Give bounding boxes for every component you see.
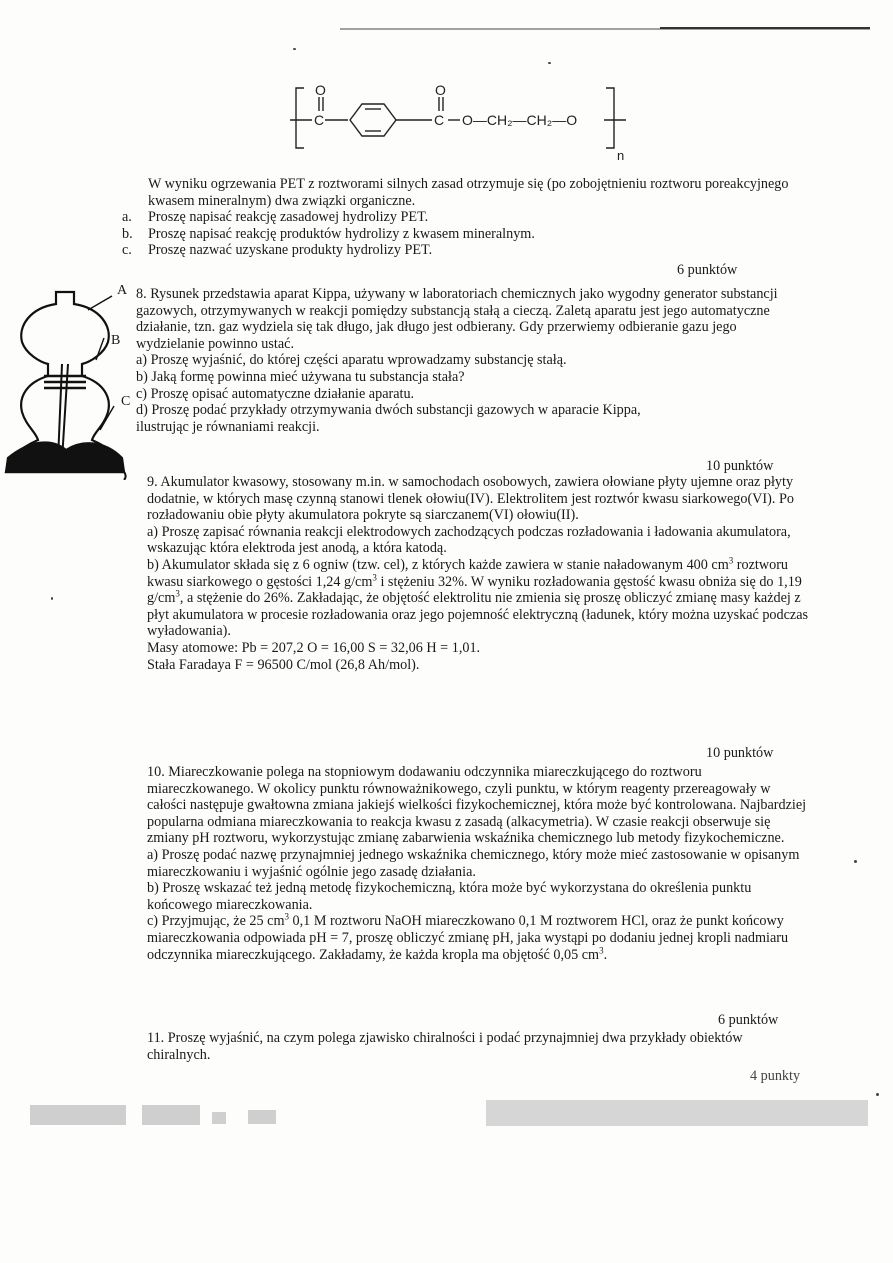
q8-paragraph: 8. Rysunek przedstawia aparat Kippa, używany w laboratoriach chemicznych jako wygodny generator substancji gazowych, otrzymywanych w reakcji pomiędzy substancją stałą a cieczą. Zaletą aparatu jest jego automatyczne działanie, tzn. gaz wydziela się tak długo, jak długo jest odbierany. Gdy przerwiemy odbieranie gazu jego wydzielanie powinno ustać. [136,286,778,352]
q10-part-b: b) Proszę wskazać też jedną metodę fizykochemiczną, która może być wykorzystana do określenia punktu końcowego miareczkowania. [147,880,752,913]
list-marker: a. [122,209,132,226]
carbon-2: C [434,112,445,128]
pet-structural-formula [290,82,630,162]
q10-c-text-1: c) Przyjmując, że 25 cm [147,913,285,930]
list-text: Proszę napisać reakcję produktów hydrolizy z kwasem mineralnym. [148,225,535,242]
q10-c-text-2: 0,1 M roztworu NaOH miareczkowano 0,1 M roztworem HCl, oraz że punkt końcowy miareczkowania odpowiada pH = 7, proszę obliczyć zmianę pH, jaka wystąpi po dodaniu jednej kropli nadmiaru odczynnika miareczkującego. Zakładamy, że każda kropla ma objętość 0,05 cm [147,913,789,963]
q9-b-text-2: roztworu kwasu siarkowego o gęstości 1,24 g/cm [147,556,789,590]
intro-item-b [122,225,808,243]
intro-item-a [122,209,808,226]
scan-speck [293,48,296,50]
scan-speck [876,1093,879,1096]
q8-points: 10 punktów [706,458,774,474]
scan-band [486,1100,868,1126]
intro-points: 6 punktów [677,262,738,278]
q9-atomic-masses: Masy atomowe: Pb = 207,2 O = 16,00 S = 32,06 H = 1,01. [147,639,481,656]
left-bracket [296,88,304,148]
scan-band [212,1112,226,1124]
scan-speck [51,597,53,600]
question-10 [147,764,811,963]
kipp-label-b: B [111,333,121,348]
oxygen-1: O [315,82,326,98]
q10-paragraph: 10. Miareczkowanie polega na stopniowym dodawaniu odczynnika miareczkującego do roztworu miareczkowanego. W okolicy punktu równoważnikowego, czyli punktu, w którym reagenty przereagowały w całości następuje gwałtowna zmiana jakiejś wielkości fizykochemicznej, która może być kontrolowana. Najbardziej popularna odmiana miareczkowania to reakcja kwasu z zasadą (alkacymetria). W czasie reakcji obserwuje się zmiany pH roztworu, wykorzystując zmianę zabarwienia wskaźnika chemicznego lub metody fizykochemiczne. [147,764,807,847]
q9-b-text-3: i stężeniu 32%. W wyniku rozładowania gęstość kwasu obniża się do 1,19 g/cm [147,573,802,607]
question-8 [136,286,808,435]
q10-points: 6 punktów [718,1012,779,1028]
kipp-label-c: C [121,394,131,409]
q11-points: 4 punkty [750,1068,801,1084]
list-text: Proszę napisać reakcję zasadowej hydrolizy PET. [148,209,429,226]
carbon-1: C [314,112,325,128]
q10-c-text-3: . [603,946,608,963]
q8-part-b: b) Jaką formę powinna mieć używana tu substancja stała? [136,368,465,385]
scan-speck [548,62,551,64]
list-text: Proszę nazwać uzyskane produkty hydrolizy PET. [148,242,433,259]
scan-band [248,1110,276,1124]
scan-band [30,1105,126,1125]
superscript: 3 [599,944,604,955]
scan-speck [854,860,857,863]
q9-paragraph: 9. Akumulator kwasowy, stosowany m.in. w samochodach osobowych, zawiera ołowiane płyty ujemne oraz płyty dodatnie, w których masę czynną stanowi tlenek ołowiu(IV). Elektrolitem jest roztwór kwasu siarkowego(VI). Po rozładowaniu obie płyty akumulatora pokryte są siarczanem(VI) ołowiu(II). [147,474,794,524]
intro-section [122,176,808,259]
superscript: 3 [284,911,289,922]
q9-b-text-1: b) Akumulator składa się z 6 ogniw (tzw. cel), z których każde zawiera w stanie naładowanym 400 cm [147,556,729,573]
superscript: 3 [728,555,734,566]
kipp-label-a: A [117,283,128,298]
scan-top-line-dark [660,27,870,29]
intro-item-c [122,242,808,259]
q9-faraday-constant: Stała Faradaya F = 96500 C/mol (26,8 Ah/mol). [147,656,420,673]
right-bracket [606,88,614,148]
question-11 [147,1030,747,1063]
q8-part-d: d) Proszę podać przykłady otrzymywania dwóch substancji gazowych w aparacie Kippa, ilustrując je równaniami reakcji. [136,402,641,435]
q10-part-c [147,913,811,963]
q8-part-c: c) Proszę opisać automatyczne działanie aparatu. [136,385,415,402]
kipp-apparatus-drawing [0,290,140,480]
q11-paragraph: 11. Proszę wyjaśnić, na czym polega zjawisko chiralności i podać przynajmniej dwa przykłady obiektów chiralnych. [147,1030,743,1063]
superscript: 3 [175,588,180,599]
q8-part-a: a) Proszę wyjaśnić, do której części aparatu wprowadzamy substancję stałą. [136,352,567,369]
q9-part-b [147,557,811,640]
q9-b-text-4: , a stężenie do 26%. Zakładając, że objętość elektrolitu nie zmienia się proszę obliczyć zmianę masy każdej z płyt akumulatora w procesie rozładowania oraz jego pojemność elektryczną (ładunek, który można uzyskać podczas wyładowania). [147,590,809,640]
question-9 [147,474,811,673]
subscript-n: n [617,148,625,162]
intro-paragraph: W wyniku ogrzewania PET z roztworami silnych zasad otrzymuje się (po zobojętnieniu roztworu poreakcyjnego kwasem mineralnym) dwa związki organiczne. [148,176,789,209]
oxygen-2: O [435,82,446,98]
q10-part-a: a) Proszę podać nazwę przynajmniej jednego wskaźnika chemicznego, który może mieć zastosowanie w opisanym miareczkowaniu i wyjaśnić ogólnie jego zasadę działania. [147,846,800,880]
q9-part-a: a) Proszę zapisać równania reakcji elektrodowych zachodzących podczas rozładowania i ładowania akumulatora, wskazując która elektroda jest anodą, a która katodą. [147,523,791,557]
q9-points: 10 punktów [706,745,774,761]
superscript: 3 [372,571,377,582]
list-marker: b. [122,225,133,242]
chain-label: O—CH₂—CH₂—O [462,112,578,128]
list-marker: c. [122,242,132,259]
scan-band [142,1105,200,1125]
